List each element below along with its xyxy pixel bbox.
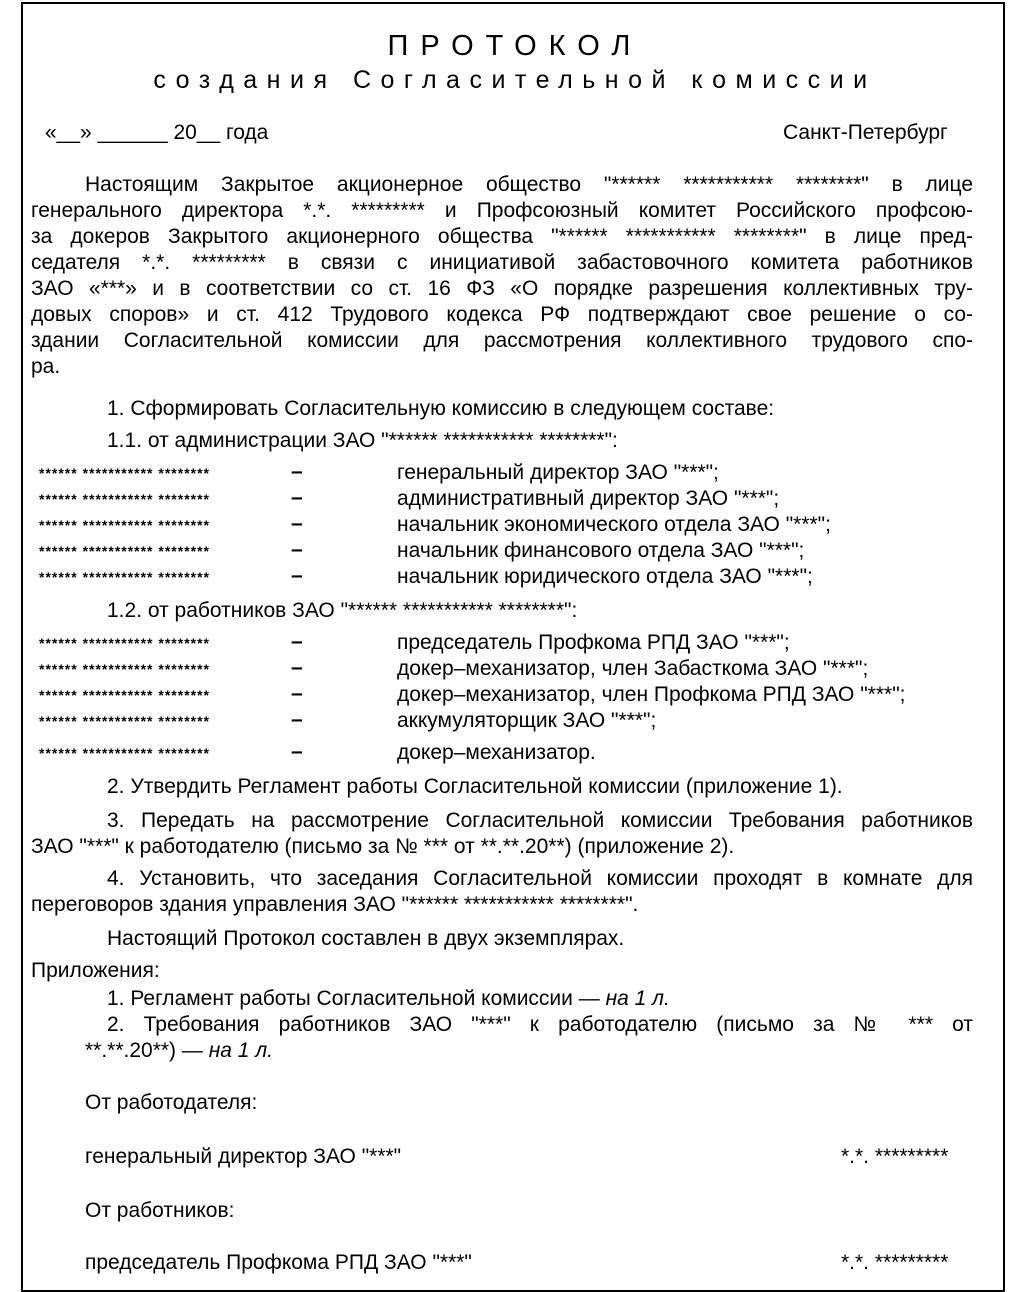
item-1-1: 1.1. от администрации ЗАО "****** *********** ********": (107, 429, 618, 452)
member-role: докер–механизатор. (397, 741, 596, 764)
member-dash: – (291, 486, 303, 509)
appendix-1 (107, 986, 670, 1012)
document-title: ПРОТОКОЛ (387, 30, 643, 62)
appendix-1-pages: на 1 л. (605, 987, 670, 1010)
member-name: ****** *********** ******** (39, 543, 210, 559)
member-role: председатель Профкома РПД ЗАО "***"; (397, 631, 790, 654)
item-1: 1. Сформировать Согласительную комиссию в следующем составе: (107, 397, 775, 420)
intro-line: за докеров Закрытого акционерного общества "****** *********** ********" в лице пред- (31, 225, 973, 248)
item-4-line-1: 4. Установить, что заседания Согласительной комиссии проходят в комнате для (107, 867, 973, 890)
member-name: ****** *********** ******** (39, 465, 210, 481)
member-name: ****** *********** ******** (39, 687, 210, 703)
member-dash: – (291, 740, 303, 763)
city: Санкт-Петербург (783, 121, 948, 144)
member-name: ****** *********** ******** (39, 635, 210, 651)
member-role: начальник экономического отдела ЗАО "***"; (397, 513, 831, 536)
employer-label: От работодателя: (85, 1091, 258, 1114)
appendices-label: Приложения: (31, 959, 160, 982)
copies-note: Настоящий Протокол составлен в двух экземплярах. (107, 927, 625, 950)
appendix-2-line-2 (85, 1038, 273, 1064)
intro-line: здании Согласительной комиссии для рассмотрения коллективного трудового спо- (31, 329, 973, 352)
employer-name: *.*. ********* (841, 1145, 949, 1168)
member-role: аккумуляторщик ЗАО "***"; (397, 709, 657, 732)
member-name: ****** *********** ******** (39, 745, 210, 761)
member-dash: – (291, 630, 303, 653)
intro-line: генерального директора *.*. ********* и Профсоюзный комитет Российского профсою- (31, 199, 973, 222)
intro-line: довых споров» и ст. 412 Трудового кодекса РФ подтверждают свое решение о со- (31, 303, 973, 326)
member-dash: – (291, 564, 303, 587)
workers-name: *.*. ********* (841, 1251, 949, 1274)
member-role: генеральный директор ЗАО "***"; (397, 461, 719, 484)
member-role: административный директор ЗАО "***"; (397, 487, 780, 510)
appendix-2-line-1: 2. Требования работников ЗАО "***" к работодателю (письмо за № *** от (107, 1013, 973, 1036)
member-name: ****** *********** ******** (39, 491, 210, 507)
member-role: начальник финансового отдела ЗАО "***"; (397, 539, 805, 562)
appendix-1-text: 1. Регламент работы Согласительной комиссии — (107, 987, 600, 1010)
member-role: начальник юридического отдела ЗАО "***"; (397, 565, 813, 588)
member-name: ****** *********** ******** (39, 713, 210, 729)
member-dash: – (291, 708, 303, 731)
member-role: докер–механизатор, член Забасткома ЗАО "***"; (397, 657, 869, 680)
member-dash: – (291, 460, 303, 483)
item-1-2: 1.2. от работников ЗАО "****** *********** ********": (107, 599, 578, 622)
document-subtitle: создания Согласительной комиссии (153, 66, 877, 94)
member-name: ****** *********** ******** (39, 661, 210, 677)
member-dash: – (291, 538, 303, 561)
intro-line: Настоящим Закрытое акционерное общество "****** *********** ********" в лице (85, 173, 973, 196)
member-dash: – (291, 682, 303, 705)
item-3-line-1: 3. Передать на рассмотрение Согласительной комиссии Требования работников (107, 809, 973, 832)
appendix-2-text: **.**.20**) — (85, 1039, 203, 1062)
workers-label: От работников: (85, 1199, 235, 1222)
item-4-line-2: переговоров здания управления ЗАО "****** *********** ********". (31, 893, 639, 916)
document-page (21, 2, 1005, 1292)
date-line: «__» ______ 20__ года (45, 121, 269, 144)
intro-line: ЗАО «***» и в соответствии со ст. 16 ФЗ «О порядке разрешения коллективных тру- (31, 277, 973, 300)
member-dash: – (291, 656, 303, 679)
member-role: докер–механизатор, член Профкома РПД ЗАО "***"; (397, 683, 906, 706)
member-name: ****** *********** ******** (39, 517, 210, 533)
intro-line: ра. (31, 355, 61, 378)
item-3-line-2: ЗАО "***" к работодателю (письмо за № *** от **.**.20**) (приложение 2). (31, 835, 735, 858)
item-2: 2. Утвердить Регламент работы Согласительной комиссии (приложение 1). (107, 775, 843, 798)
employer-signer: генеральный директор ЗАО "***" (85, 1145, 402, 1168)
workers-signer: председатель Профкома РПД ЗАО "***" (85, 1251, 472, 1274)
appendix-2-pages: на 1 л. (208, 1039, 273, 1062)
member-dash: – (291, 512, 303, 535)
member-name: ****** *********** ******** (39, 569, 210, 585)
intro-line: седателя *.*. ********* в связи с инициативой забастовочного комитета работников (31, 251, 973, 274)
